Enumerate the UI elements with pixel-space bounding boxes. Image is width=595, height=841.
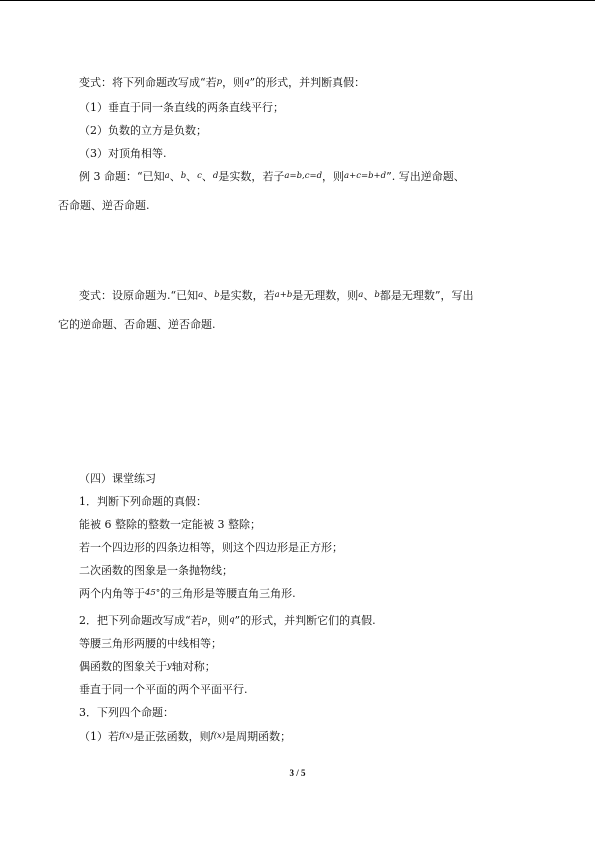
practice-q3: 3．下列四个命题： bbox=[79, 706, 174, 719]
math-function: f(x) bbox=[119, 731, 134, 741]
practice-q1-item bbox=[79, 587, 296, 602]
math-c: c bbox=[197, 171, 202, 181]
math-p: p bbox=[201, 615, 208, 625]
text: 是实数，若 bbox=[219, 289, 275, 302]
practice-q1-item: 若一个四边形的四条边相等，则这个四边形是正方形； bbox=[79, 541, 343, 554]
text: （1）若 bbox=[79, 730, 119, 743]
example3-line1 bbox=[79, 170, 465, 185]
math-expression: a+b bbox=[274, 290, 293, 300]
text: 两个内角等于 bbox=[79, 587, 145, 600]
text: 2．把下列命题改写成“若 bbox=[79, 614, 202, 627]
text: ”的形式，并判断真假： bbox=[249, 76, 366, 89]
practice-q3-item bbox=[79, 730, 291, 745]
example3-line2: 否命题、逆否命题. bbox=[58, 199, 150, 212]
math-d: d bbox=[212, 171, 219, 181]
text: 、 bbox=[203, 289, 215, 302]
practice-heading: （四）课堂练习 bbox=[79, 472, 156, 485]
text: ，则 bbox=[322, 170, 345, 183]
practice-q2-item: 等腰三角形两腰的中线相等； bbox=[79, 637, 222, 650]
math-b: b bbox=[374, 290, 380, 300]
variant2-line1 bbox=[79, 289, 473, 304]
text: 是无理数，则 bbox=[292, 289, 359, 302]
variant1-item-3: （3）对顶角相等. bbox=[79, 147, 167, 160]
text: 例 3 命题：“已知 bbox=[79, 170, 165, 183]
math-expression: a=b,c=d bbox=[284, 171, 323, 181]
text: 、 bbox=[169, 170, 181, 183]
variant2-line2: 它的逆命题、否命题、逆否命题. bbox=[58, 318, 216, 331]
math-angle: 45° bbox=[145, 588, 161, 598]
text: 、 bbox=[186, 170, 198, 183]
math-a: a bbox=[164, 171, 170, 181]
practice-q2 bbox=[79, 614, 376, 629]
text: ”的形式，并判断它们的真假. bbox=[234, 614, 376, 627]
text: ”. 写出逆命题、 bbox=[386, 170, 465, 183]
math-a: a bbox=[358, 290, 364, 300]
math-b: b bbox=[180, 171, 187, 181]
math-function: f(x) bbox=[210, 731, 226, 741]
math-p: p bbox=[216, 77, 223, 87]
practice-q2-item bbox=[79, 660, 216, 675]
text: ，则 bbox=[207, 614, 230, 627]
variant1-instruction bbox=[79, 76, 365, 91]
text: 偶函数的图象关于 bbox=[79, 660, 167, 673]
text: 变式：设原命题为.“已知 bbox=[79, 289, 199, 302]
practice-q1-item: 二次函数的图象是一条抛物线； bbox=[79, 564, 233, 577]
variant1-item-1: （1）垂直于同一条直线的两条直线平行； bbox=[79, 101, 284, 114]
practice-q2-item: 垂直于同一个平面的两个平面平行. bbox=[79, 683, 248, 696]
text: 是实数，若子 bbox=[218, 170, 285, 183]
text: 都是无理数”，写出 bbox=[379, 289, 474, 302]
variant1-item-2: （2）负数的立方是负数； bbox=[79, 124, 207, 137]
text: 、 bbox=[363, 289, 375, 302]
math-q: q bbox=[244, 77, 250, 87]
math-y: y bbox=[167, 661, 172, 671]
practice-q1-item: 能被 6 整除的整数一定能被 3 整除； bbox=[79, 518, 261, 531]
math-q: q bbox=[229, 615, 235, 625]
page-number: 3 / 5 bbox=[289, 768, 306, 778]
text: 、 bbox=[201, 170, 213, 183]
text: 变式：将下列命题改写成“若 bbox=[79, 76, 217, 89]
top-border-line bbox=[0, 0, 595, 1]
text: ，则 bbox=[222, 76, 245, 89]
text: 是周期函数； bbox=[225, 730, 292, 743]
text: 的三角形是等腰直角三角形. bbox=[160, 587, 296, 600]
math-a: a bbox=[198, 290, 204, 300]
math-expression: a+c=b+d bbox=[344, 171, 387, 181]
practice-q1: 1．判断下列命题的真假： bbox=[79, 495, 207, 508]
text: 是正弦函数，则 bbox=[133, 730, 211, 743]
math-b: b bbox=[214, 290, 220, 300]
text: 轴对称； bbox=[171, 660, 216, 673]
